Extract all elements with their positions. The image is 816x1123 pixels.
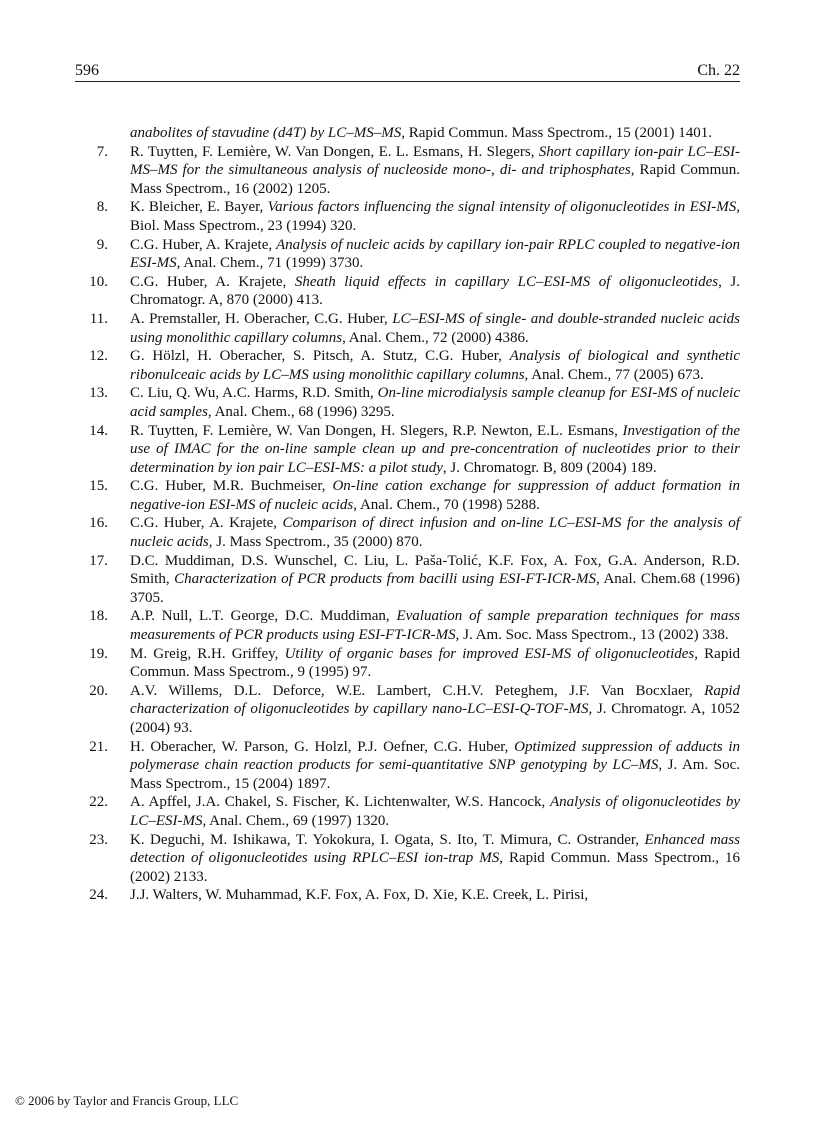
reference-number: 9. <box>96 236 108 253</box>
reference-text: , J. Am. Soc. Mass Spectrom., 13 (2002) 338. <box>455 627 729 644</box>
reference-title: LC–ESI-MS of single- and double-stranded nucleic acids using monolithic capillary columns <box>130 310 741 346</box>
reference-item <box>75 831 740 887</box>
reference-title: anabolites of stavudine (d4T) by LC–MS–MS <box>130 125 402 141</box>
reference-title: Various factors influencing the signal intensity of oligonucleotides in ESI-MS <box>267 199 737 216</box>
reference-number: 20. <box>89 682 108 699</box>
reference-item <box>75 645 740 682</box>
reference-text: , Anal. Chem., 71 (1999) 3730. <box>176 255 364 272</box>
reference-text: , J. Chromatogr. B, 809 (2004) 189. <box>442 459 657 476</box>
reference-title: On-line microdialysis sample cleanup for ESI-MS of nucleic acid samples <box>130 385 740 420</box>
reference-item <box>75 682 740 738</box>
reference-text: A.P. Null, L.T. George, D.C. Muddiman, <box>130 608 397 625</box>
reference-text: , Anal. Chem., 69 (1997) 1320. <box>202 812 390 829</box>
reference-title: Analysis of oligonucleotides by LC–ESI-MS <box>130 794 740 829</box>
reference-title: Characterization of PCR products from bacilli using ESI-FT-ICR-MS <box>174 571 597 588</box>
reference-text: R. Tuytten, F. Lemière, W. Van Dongen, E. L. Esmans, H. Slegers, <box>130 143 539 160</box>
reference-text: M. Greig, R.H. Griffey, <box>130 645 285 662</box>
reference-title: Sheath liquid effects in capillary LC–ESI-MS of oligonucleotides <box>294 273 719 290</box>
reference-text: C.G. Huber, A. Krajete, <box>130 515 283 532</box>
reference-item <box>75 124 740 143</box>
reference-title: Comparison of direct infusion and on-line LC–ESI-MS for the analysis of nucleic acids <box>130 515 740 551</box>
header-rule <box>75 81 740 82</box>
reference-item <box>75 384 740 421</box>
reference-title: Analysis of nucleic acids by capillary ion-pair RPLC coupled to negative-ion ESI-MS <box>130 236 740 272</box>
reference-number: 11. <box>89 310 108 327</box>
reference-text: G. Hölzl, H. Oberacher, S. Pitsch, A. Stutz, C.G. Huber, <box>130 348 510 365</box>
reference-text: K. Bleicher, E. Bayer, <box>130 199 268 216</box>
reference-title: Investigation of the use of IMAC for the on-line sample clean up and pre-concentration of nucleotides prior to their determination by ion pair LC–ESI-MS: a pilot study <box>130 422 740 476</box>
reference-text: , J. Chromatogr. A, 1052 (2004) 93. <box>130 701 740 736</box>
reference-title: Utility of organic bases for improved ESI-MS of oligonucleotides <box>284 645 695 662</box>
reference-number: 19. <box>89 645 108 662</box>
reference-text: , Anal. Chem., 72 (2000) 4386. <box>342 329 529 346</box>
reference-number: 17. <box>89 552 108 569</box>
reference-title: Enhanced mass detection of oligonucleotides using RPLC–ESI ion-trap MS <box>130 831 740 867</box>
reference-text: A. Premstaller, H. Oberacher, C.G. Huber, <box>130 310 393 327</box>
reference-item <box>75 143 740 199</box>
reference-item <box>75 273 740 310</box>
chapter-label: Ch. 22 <box>697 62 740 79</box>
reference-text: A. Apffel, J.A. Chakel, S. Fischer, K. Lichtenwalter, W.S. Hancock, <box>130 794 550 811</box>
reference-title: Optimized suppression of adducts in polymerase chain reaction products for semi-quantitative SNP genotyping by LC–MS <box>130 738 741 774</box>
reference-number: 7. <box>96 143 108 160</box>
reference-text: C.G. Huber, A. Krajete, <box>130 236 276 253</box>
reference-number: 15. <box>89 478 108 495</box>
reference-number: 18. <box>89 608 108 625</box>
reference-number: 10. <box>89 273 108 290</box>
reference-title: On-line cation exchange for suppression of adduct formation in negative-ion ESI-MS of nucleic acids <box>130 478 740 513</box>
reference-item <box>75 198 740 235</box>
reference-item <box>75 552 740 608</box>
reference-item <box>75 422 740 478</box>
reference-number: 23. <box>89 831 108 848</box>
reference-text: K. Deguchi, M. Ishikawa, T. Yokokura, I. Ogata, S. Ito, T. Mimura, C. Ostrander, <box>130 831 645 848</box>
reference-text: , J. Chromatogr. A, 870 (2000) 413. <box>130 273 740 309</box>
reference-item <box>75 236 740 273</box>
reference-number: 8. <box>96 199 108 216</box>
reference-item <box>75 514 740 551</box>
reference-number: 13. <box>89 385 108 402</box>
reference-text: , J. Am. Soc. Mass Spectrom., 15 (2004) 1897. <box>130 757 740 792</box>
reference-title: Short capillary ion-pair LC–ESI-MS–MS for the simultaneous analysis of nucleoside mono-, di- and triphosphates <box>130 143 740 179</box>
reference-text: C.G. Huber, A. Krajete, <box>130 273 295 290</box>
reference-item <box>75 738 740 794</box>
reference-text: J.J. Walters, W. Muhammad, K.F. Fox, A. Fox, D. Xie, K.E. Creek, L. Pirisi, <box>130 887 589 904</box>
reference-text: , Rapid Commun. Mass Spectrom., 15 (2001) 1401. <box>401 125 713 141</box>
reference-number: 14. <box>89 422 108 439</box>
reference-item <box>75 886 740 905</box>
reference-text: A.V. Willems, D.L. Deforce, W.E. Lambert, C.H.V. Peteghem, J.F. Van Bocxlaer, <box>130 682 705 699</box>
reference-text: , Anal. Chem., 70 (1998) 5288. <box>353 496 540 513</box>
reference-title: Evaluation of sample preparation techniques for mass measurements of PCR products using ESI-FT-ICR-MS <box>130 608 740 644</box>
running-header <box>75 60 740 82</box>
reference-text: , Rapid Commun. Mass Spectrom., 16 (2002) 1205. <box>130 162 740 197</box>
reference-text: H. Oberacher, W. Parson, G. Holzl, P.J. Oefner, C.G. Huber, <box>130 738 515 755</box>
reference-item <box>75 607 740 644</box>
reference-item <box>75 347 740 384</box>
reference-text: , Rapid Commun. Mass Spectrom., 16 (2002) 2133. <box>130 850 741 885</box>
page-number: 596 <box>75 62 99 79</box>
copyright-footer: © 2006 by Taylor and Francis Group, LLC <box>15 1093 239 1108</box>
reference-text: , Anal. Chem., 77 (2005) 673. <box>524 366 704 383</box>
reference-text: , Biol. Mass Spectrom., 23 (1994) 320. <box>130 199 741 234</box>
reference-item <box>75 310 740 347</box>
reference-number: 12. <box>89 348 108 365</box>
reference-list <box>75 124 740 905</box>
reference-text: C.G. Huber, M.R. Buchmeiser, <box>130 478 333 495</box>
reference-text: , Rapid Commun. Mass Spectrom., 9 (1995) 97. <box>130 645 740 681</box>
reference-title: Rapid characterization of oligonucleotides by capillary nano-LC–ESI-Q-TOF-MS <box>130 682 740 718</box>
reference-title: Analysis of biological and synthetic ribonulceaic acids by LC–MS using monolithic capillary columns <box>130 348 741 383</box>
reference-number: 24. <box>89 887 108 904</box>
reference-number: 22. <box>89 794 108 811</box>
reference-item <box>75 793 740 830</box>
reference-text: C. Liu, Q. Wu, A.C. Harms, R.D. Smith, <box>130 385 378 402</box>
reference-number: 16. <box>89 515 108 532</box>
reference-item <box>75 477 740 514</box>
reference-text: , J. Mass Spectrom., 35 (2000) 870. <box>208 534 423 551</box>
reference-text: , Anal. Chem., 68 (1996) 3295. <box>207 403 395 420</box>
reference-text: D.C. Muddiman, D.S. Wunschel, C. Liu, L. Paša-Tolić, K.F. Fox, A. Fox, G.A. Anderson, R.D. Smith, <box>130 552 740 588</box>
reference-number: 21. <box>89 738 108 755</box>
reference-text: , Anal. Chem.68 (1996) 3705. <box>130 571 740 606</box>
reference-text: R. Tuytten, F. Lemière, W. Van Dongen, H. Slegers, R.P. Newton, E.L. Esmans, <box>130 422 623 439</box>
